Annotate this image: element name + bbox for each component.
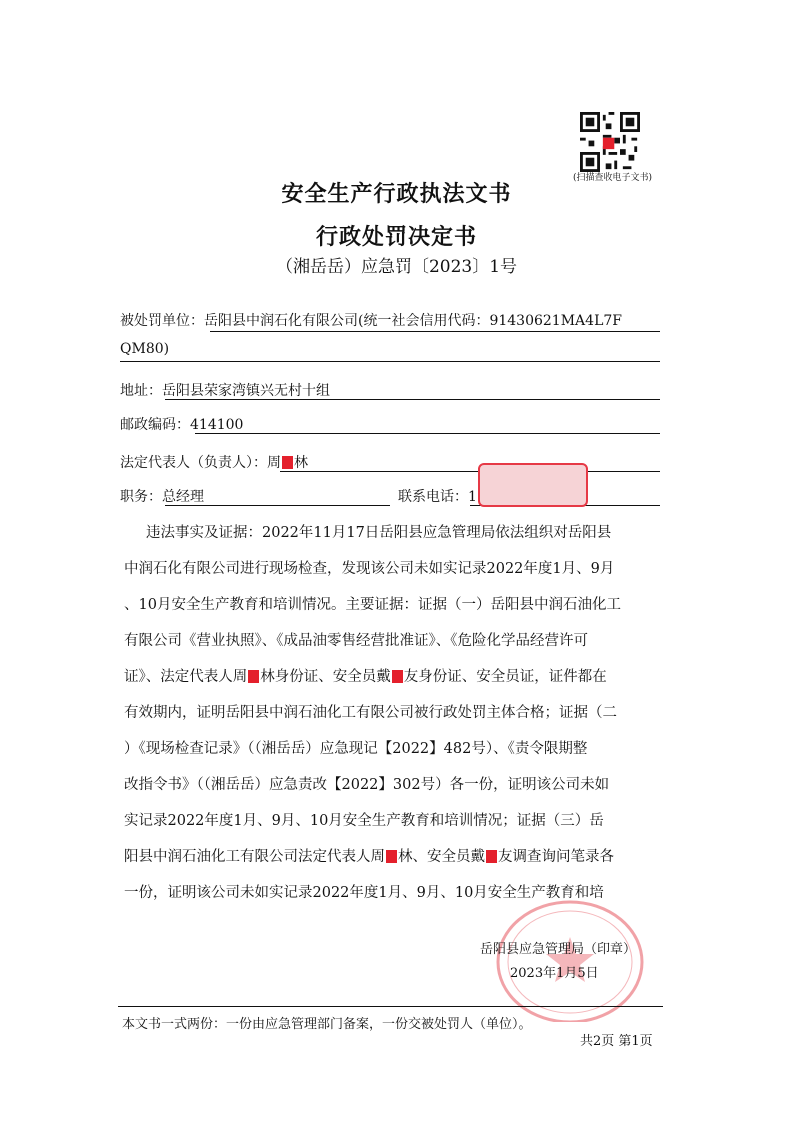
body-line: 、10月安全生产教育和培训情况。主要证据：证据（一）岳阳县中润石油化工 [124, 597, 621, 613]
qr-caption: (扫描查收电子文书) [572, 173, 653, 183]
address-label: 地址： [120, 383, 162, 399]
underline [210, 331, 660, 332]
position-label: 职务： [120, 489, 162, 505]
body-line: ）《现场检查记录》（（湘岳岳）应急现记【2022】482号）、《责令限期整 [124, 741, 588, 757]
legal-rep-label: 法定代表人（负责人）： [120, 455, 267, 471]
underline [195, 433, 660, 434]
position-row [120, 486, 204, 506]
penalized-unit-value: 岳阳县中润石化有限公司(统一社会信用代码：91430621MA4L7F [204, 313, 622, 329]
issue-date: 2023年1月5日 [510, 966, 599, 981]
underline [120, 361, 660, 362]
body-line: 有效期内，证明岳阳县中润石油化工有限公司被行政处罚主体合格；证据（二 [124, 705, 617, 721]
body-line [124, 665, 607, 686]
address-row [120, 380, 330, 400]
penalized-unit-value-cont: QM80) [120, 341, 170, 357]
address-value: 岳阳县荣家湾镇兴无村十组 [162, 383, 330, 399]
body-line: 有限公司《营业执照》、《成品油零售经营批准证》、《危险化学品经营许可 [124, 633, 588, 649]
document-title: 行政处罚决定书 [315, 224, 477, 250]
body-segment: 林身份证、安全员戴 [260, 669, 391, 685]
redaction-mark [248, 670, 259, 683]
body-line: 一份，证明该公司未如实记录2022年度1月、9月、10月安全生产教育和培 [124, 885, 604, 901]
body-segment: 友调查询问笔录各 [498, 849, 614, 865]
postcode-value: 414100 [190, 417, 244, 433]
redaction-mark [386, 850, 397, 863]
redaction-mark [392, 670, 403, 683]
postcode-label: 邮政编码： [120, 417, 190, 433]
official-seal [480, 892, 660, 1022]
redaction-mark [486, 850, 497, 863]
postcode-row [120, 414, 243, 434]
phone-value: 1 [468, 489, 477, 505]
body-segment: 友身份证、安全员证，证件都在 [403, 669, 607, 685]
body-line: 实记录2022年度1月、9月、10月安全生产教育和培训情况；证据（三）岳 [124, 813, 604, 829]
body-segment: 林、安全员戴 [398, 849, 485, 865]
legal-rep-given: 林 [294, 455, 308, 471]
document-number: （湘岳岳）应急罚〔2023〕1号 [275, 257, 518, 277]
body-line [124, 845, 614, 866]
phone-label: 联系电话： [398, 489, 468, 505]
body-line: 中润石化有限公司进行现场检查，发现该公司未如实记录2022年度1月、9月 [124, 561, 615, 577]
issuing-agency: 岳阳县应急管理局（印章） [480, 942, 637, 957]
phone-redaction-box [478, 463, 588, 507]
penalized-unit-row [120, 310, 622, 330]
underline [280, 471, 660, 472]
legal-rep-row [120, 452, 308, 472]
redaction-mark [282, 456, 293, 469]
document-category-title: 安全生产行政执法文书 [281, 181, 512, 207]
body-segment: 证》、法定代表人周 [124, 669, 248, 685]
qr-code [580, 112, 640, 172]
legal-rep-surname: 周 [267, 455, 281, 471]
position-value: 总经理 [162, 489, 204, 505]
body-line: 违法事实及证据：2022年11月17日岳阳县应急管理局依法组织对岳阳县 [146, 525, 612, 541]
penalized-unit-label: 被处罚单位： [120, 313, 204, 329]
page-number: 共2页 第1页 [580, 1034, 653, 1049]
underline [165, 399, 660, 400]
body-line: 改指令书》（（湘岳岳）应急责改【2022】302号）各一份，证明该公司未如 [124, 777, 610, 793]
underline [165, 505, 390, 506]
footer-note: 本文书一式两份：一份由应急管理部门备案，一份交被处罚人（单位）。 [122, 1017, 532, 1032]
body-segment: 阳县中润石油化工有限公司法定代表人周 [124, 849, 385, 865]
phone-row [398, 486, 477, 506]
footer-divider [118, 1006, 663, 1007]
